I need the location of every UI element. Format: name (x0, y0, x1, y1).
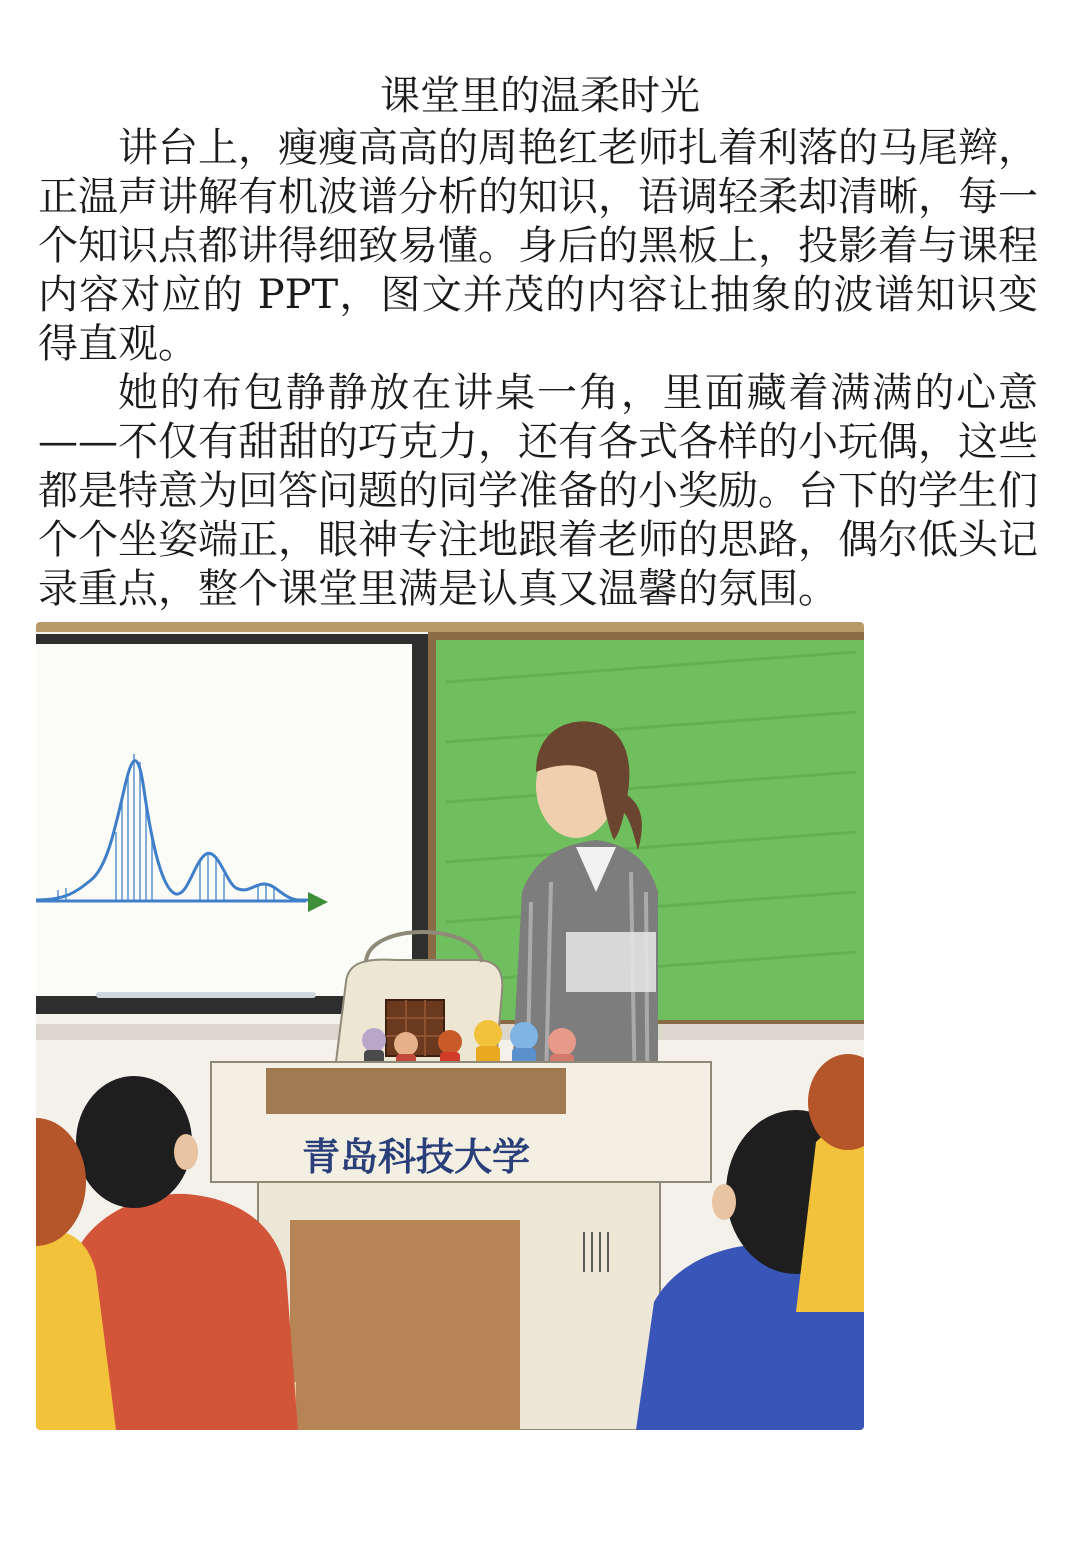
paragraph-2: 她的布包静静放在讲桌一角，里面藏着满满的心意——不仅有甜甜的巧克力，还有各式各样的小玩偶，这些都是特意为回答问题的同学准备的小奖励。台下的学生们个个坐姿端正，眼神专注地跟着老师的思路，偶尔低头记录重点，整个课堂里满是认真又温馨的氛围。 (38, 370, 1038, 612)
classroom-illustration (36, 622, 864, 1430)
article-body (38, 124, 1038, 614)
classroom-drawing (36, 622, 864, 1430)
projector-screen (36, 634, 428, 1014)
paragraph-1: 讲台上，瘦瘦高高的周艳红老师扎着利落的马尾辫，正温声讲解有机波谱分析的知识，语调轻柔却清晰，每一个知识点都讲得细致易懂。身后的黑板上，投影着与课程内容对应的 PPT，图文并茂的内容让抽象的波谱知识变得直观。 (38, 125, 1038, 367)
podium-inscription: 青岛科技大学 (301, 1134, 531, 1179)
article-title: 课堂里的温柔时光 (380, 73, 700, 119)
